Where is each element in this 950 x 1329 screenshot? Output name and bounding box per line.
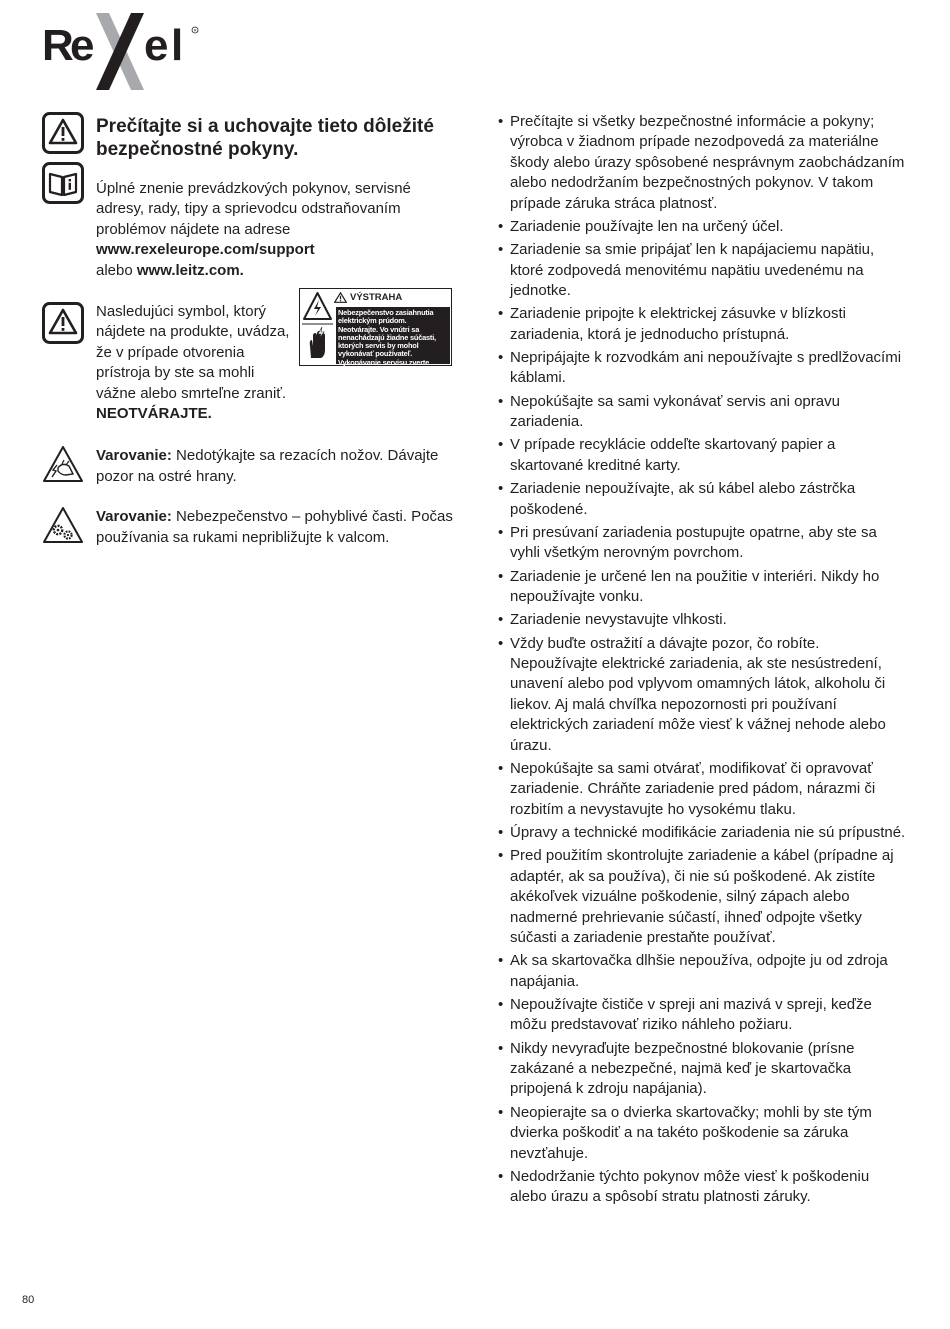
page-number: 80: [22, 1294, 35, 1306]
list-item-text: Zariadenie používajte len na určený účel.: [510, 217, 784, 235]
bullet-marker: •: [498, 995, 504, 1013]
title-block: [42, 112, 462, 281]
list-item: [497, 995, 909, 1036]
svg-text:e: e: [144, 21, 169, 70]
list-item-text: Nepripájajte k rozvodkám ani nepoužívajte s predlžovacími káblami.: [510, 349, 902, 387]
list-item: [497, 435, 909, 476]
blade-warning-block: [42, 446, 462, 487]
list-item-text: Nepokúšajte sa sami vykonávať servis ani opravu zariadenia.: [510, 392, 840, 431]
bullet-marker: •: [498, 349, 504, 367]
bullet-marker: •: [498, 305, 504, 323]
list-item: [497, 634, 909, 756]
bullet-marker: •: [498, 952, 504, 970]
bullet-marker: •: [498, 611, 504, 629]
manual-intro: Úplné znenie prevádzkových pokynov, servisné adresy, rady, tipy a sprievodcu odstraňovaním problémov nájdete na adrese www.rexeleurope.com/support alebo www.leitz.com.: [96, 180, 411, 279]
bullet-marker: •: [498, 217, 504, 235]
electric-hazard-icon: [302, 290, 333, 363]
list-item-text: Zariadenie je určené len na použitie v interiéri. Nikdy ho nepoužívajte vonku.: [510, 567, 880, 605]
safety-instructions-list: [497, 112, 909, 1208]
list-item: [497, 823, 909, 843]
bullet-marker: •: [498, 480, 504, 498]
warning-label-header: [334, 289, 451, 306]
list-item-text: Zariadenie nevystavujte vlhkosti.: [510, 611, 727, 629]
bullet-marker: •: [498, 759, 504, 777]
list-item-text: Nikdy nevyraďujte bezpečnostné blokovanie (prísne zakázané a nebezpečné, najmä keď je skartovačka pripojená k zdroju napájania).: [510, 1039, 855, 1098]
list-item-text: Ak sa skartovačka dlhšie nepoužíva, odpojte ju od zdroja napájania.: [510, 952, 888, 990]
sharp-blade-warning-icon: [42, 444, 84, 486]
bullet-marker: •: [498, 241, 504, 259]
blade-warning-text: Varovanie: Nedotýkajte sa rezacích nožov. Dávajte pozor na ostré hrany.: [96, 447, 439, 485]
list-item: [497, 567, 909, 608]
list-item: [497, 217, 909, 237]
list-item: [497, 1039, 909, 1100]
right-column: [497, 112, 909, 1211]
bullet-marker: •: [498, 436, 504, 454]
svg-text:e: e: [70, 21, 95, 70]
list-item-text: Prečítajte si všetky bezpečnostné informácie a pokyny; výrobca v žiadnom prípade nezodpovedá za materiálne škody alebo úrazy spôsobené nesprávnym zaobchádzaním alebo nedodržaním bezpečnostných pokynov. V takom prípade záruka stráca platnosť.: [510, 113, 905, 212]
bullet-marker: •: [498, 1167, 504, 1185]
list-item: [497, 348, 909, 389]
list-item-text: Nepokúšajte sa sami otvárať, modifikovať či opravovať zariadenie. Chráňte zariadenie pred pádom, nárazmi či rozbitím a nevystavujte ho vysokému tlaku.: [510, 759, 876, 818]
bullet-marker: •: [498, 823, 504, 841]
bullet-marker: •: [498, 523, 504, 541]
support-link[interactable]: www.rexeleurope.com/support: [96, 241, 315, 259]
bullet-marker: •: [498, 1039, 504, 1057]
svg-text:l: l: [171, 21, 184, 70]
moving-parts-warning-block: [42, 507, 462, 548]
list-item: [497, 479, 909, 520]
rexel-logo: [40, 10, 210, 92]
bullet-marker: •: [498, 567, 504, 585]
list-item: [497, 304, 909, 345]
list-item: [497, 846, 909, 948]
moving-parts-warning-text: Varovanie: Nebezpečenstvo – pohyblivé časti. Počas používania sa rukami nepribližujte k valcom.: [96, 508, 453, 546]
list-item-text: Nedodržanie týchto pokynov môže viesť k poškodeniu alebo úrazu a spôsobí stratu platnosti záruky.: [510, 1167, 870, 1206]
list-item-text: Vždy buďte ostražití a dávajte pozor, čo robíte. Nepoužívajte elektrické zariadenia, ak ste nesústredení, unavení alebo pod vplyvom omamných látok, alkoholu či liekov. Aj malá chvíľka nepozornosti pri používaní elektrických zariadení môže viesť k vážnej nehode alebo úrazu.: [510, 634, 886, 754]
list-item: [497, 1103, 909, 1164]
moving-parts-warning-icon: [42, 505, 84, 547]
bullet-marker: •: [498, 1103, 504, 1121]
list-item: [497, 1167, 909, 1208]
list-item-text: Zariadenie pripojte k elektrickej zásuvke v blízkosti zariadenia, ktorá je jednoducho prístupná.: [510, 305, 846, 343]
list-item-text: Úpravy a technické modifikácie zariadenia nie sú prípustné.: [510, 823, 906, 841]
symbol-block: [42, 302, 296, 424]
svg-text:R: R: [193, 27, 197, 33]
list-item-text: Nepoužívajte čističe v spreji ani mazivá v spreji, keďže môžu predstavovať riziko náhleho požiaru.: [510, 995, 872, 1034]
list-item: [497, 112, 909, 214]
list-item: [497, 951, 909, 992]
list-item-text: Zariadenie nepoužívajte, ak sú kábel alebo zástrčka poškodené.: [510, 480, 856, 518]
bullet-marker: •: [498, 634, 504, 652]
list-item-text: Pred použitím skontrolujte zariadenie a kábel (prípadne aj adaptér, ak sa používa), či nie sú poškodené. Ak zistíte akékoľvek vizuálne poškodenie, silný zápach alebo nadmerné prehrievanie súčastí, ihneď odpojte všetky súčasti a zariadenie prestaňte používať.: [510, 847, 894, 946]
list-item: [497, 523, 909, 564]
safety-title: Prečítajte si a uchovajte tieto dôležité bezpečnostné pokyny.: [96, 116, 434, 160]
warning-label-title: VÝSTRAHA: [350, 292, 403, 303]
list-item-text: Zariadenie sa smie pripájať len k napájaciemu napätiu, ktoré zodpovedá menovitému napätiu uvedenému na jednotke.: [510, 241, 875, 300]
read-manual-icon: [42, 162, 84, 204]
bullet-marker: •: [498, 392, 504, 410]
warning-triangle-icon: [42, 112, 84, 154]
warning-triangle-icon: [334, 292, 347, 303]
list-item: [497, 392, 909, 433]
list-item-text: Pri presúvaní zariadenia postupujte opatrne, aby ste sa vyhli všetkým nerovným povrchom.: [510, 523, 877, 562]
leitz-link[interactable]: www.leitz.com.: [136, 261, 244, 279]
list-item: [497, 240, 909, 301]
list-item: [497, 610, 909, 630]
list-item-text: Neopierajte sa o dvierka skartovačky; mohli by ste tým dvierka poškodiť a na takéto poškodenie sa záruka nevzťahuje.: [510, 1103, 872, 1162]
list-item-text: V prípade recyklácie oddeľte skartovaný papier a skartované kreditné karty.: [510, 436, 836, 474]
warning-triangle-icon: [42, 302, 84, 344]
symbol-description: Nasledujúci symbol, ktorý nájdete na produkte, uvádza, že v prípade otvorenia prístroja by ste sa mohli vážne alebo smrteľne zraniť. NEOTVÁRAJTE.: [96, 303, 290, 423]
warning-label-text: Nebezpečenstvo zasiahnutia elektrickým prúdom. Neotvárajte. Vo vnútri sa nenachádzajú žiadne súčasti, ktorých servis by mohol vykonávať používateľ. Vykonávanie servisu zverte kvalifikovaným pracovníkom.: [336, 307, 450, 364]
bullet-marker: •: [498, 113, 504, 130]
list-item: [497, 759, 909, 820]
bullet-marker: •: [498, 847, 504, 865]
svg-text:R: R: [42, 21, 73, 70]
warning-label: [299, 288, 452, 376]
